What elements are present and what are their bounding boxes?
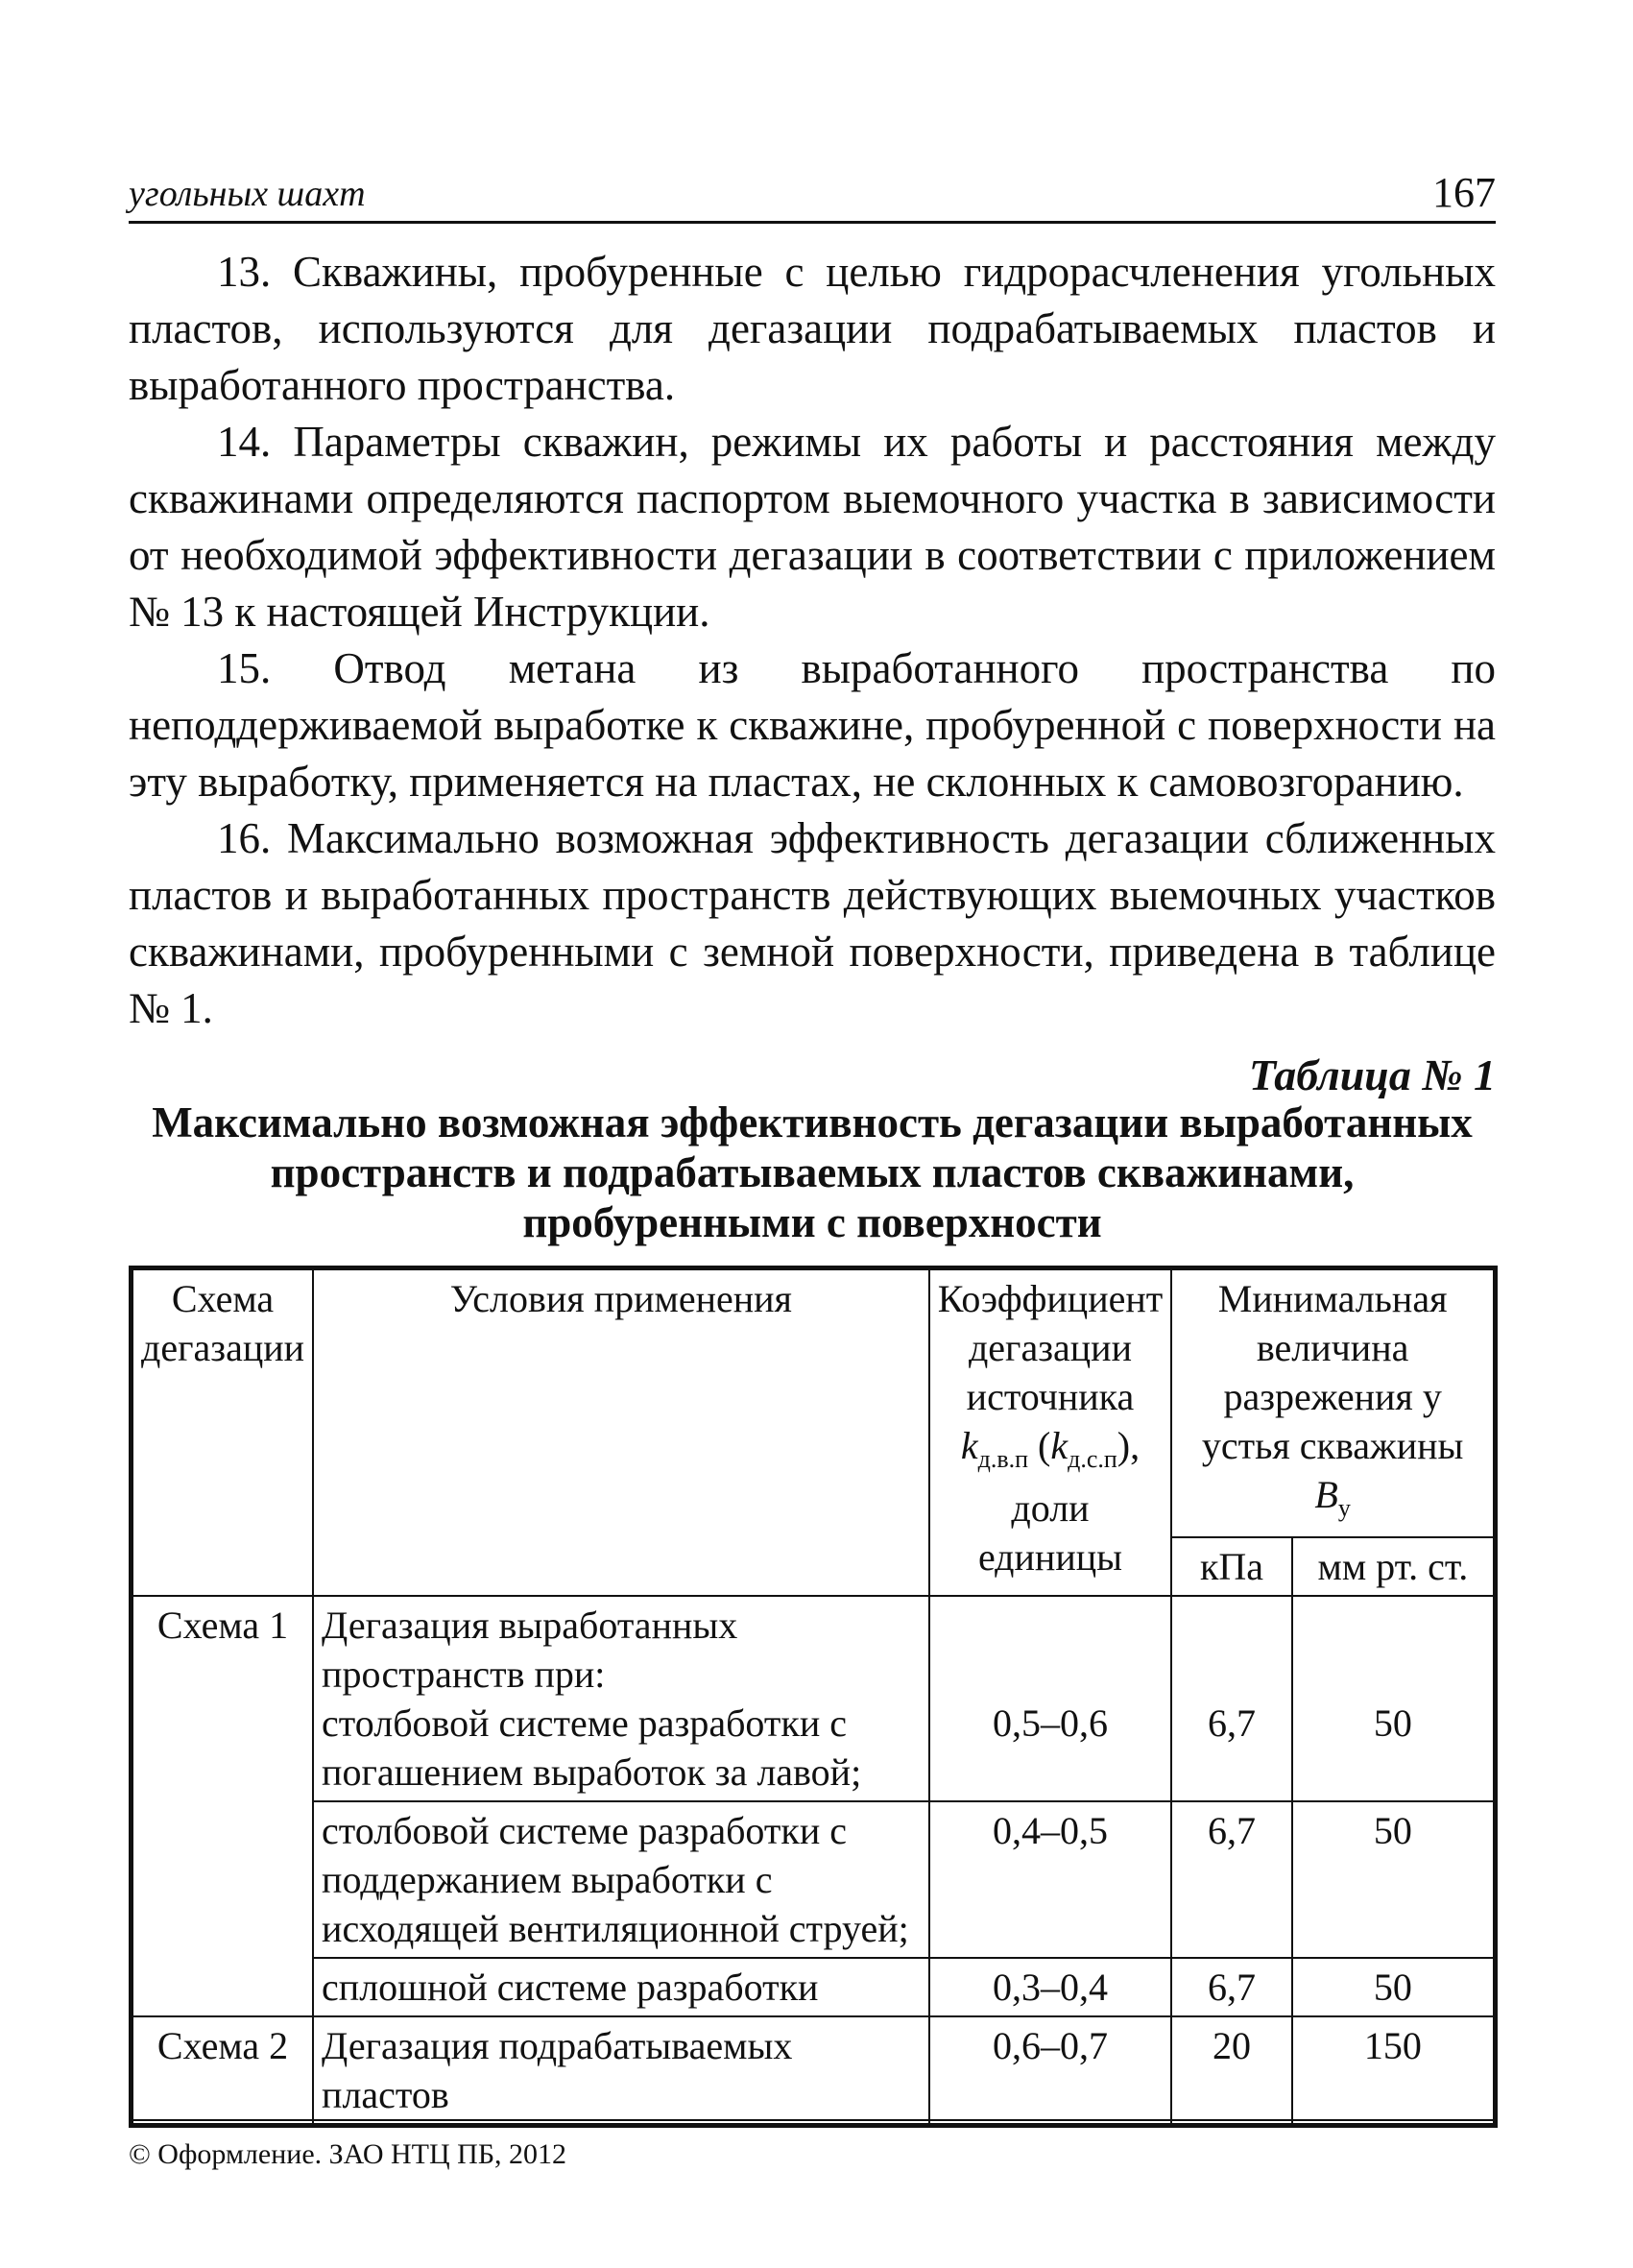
copyright-text: © Оформление. ЗАО НТЦ ПБ, 2012 xyxy=(129,2138,567,2170)
table-row xyxy=(132,2016,1496,2126)
coef-value: 0,4–0,5 xyxy=(929,1801,1172,1958)
table-row xyxy=(132,1596,1496,1801)
table-header-row xyxy=(132,1268,1496,1538)
scheme-1-condition-3: сплошной системе разработки xyxy=(313,1958,929,2016)
running-header-section: угольных шахт xyxy=(129,174,366,214)
table-row xyxy=(132,1801,1496,1958)
mm-value: 150 xyxy=(1292,2016,1496,2126)
coef-value: 0,5–0,6 xyxy=(992,1701,1108,1745)
table-number: Таблица № 1 xyxy=(1248,1050,1496,1099)
coef-cell xyxy=(929,1596,1172,1801)
table-row xyxy=(132,1958,1496,2016)
paragraph-15: 15. Отвод метана из выработанного пространства по неподдерживаемой выработке к скважине, пробуренной с поверхности на эту выработку, применяется на пластах, не склонных к самовозгоранию. xyxy=(129,644,1496,806)
kpa-value: 6,7 xyxy=(1171,1958,1292,2016)
body-text xyxy=(129,244,1496,1037)
header-coefficient: Коэффициент дегазации источника $k_{д.в.п}$ $(k_{д.с.п})$, доли единицы xyxy=(929,1268,1172,1597)
vacuum-symbol: B xyxy=(1314,1473,1338,1516)
paragraph-14: 14. Параметры скважин, режимы их работы и расстояния между скважинами определяются паспортом выемочного участка в зависимости от необходимой эффективности дегазации в соответствии с приложением № 13 к настоящей Инструкции. xyxy=(129,418,1496,636)
coef-value: 0,3–0,4 xyxy=(929,1958,1172,2016)
kpa-value: 6,7 xyxy=(1208,1701,1257,1745)
mm-value: 50 xyxy=(1292,1958,1496,2016)
page-number: 167 xyxy=(1432,169,1496,216)
degassing-table xyxy=(129,1266,1498,2128)
coef-k-symbol: k xyxy=(960,1424,978,1467)
header-coefficient-units: доли единицы xyxy=(977,1486,1123,1579)
condition-cell xyxy=(313,1596,929,1801)
mm-value: 50 xyxy=(1373,1701,1412,1745)
header-mmhg: мм рт. ст. xyxy=(1292,1537,1496,1596)
footer xyxy=(129,2119,1496,2171)
header-kpa: кПа xyxy=(1171,1537,1292,1596)
header-vacuum-text: Минимальная величина разрежения у устья скважины xyxy=(1201,1277,1464,1467)
table-title: Максимально возможная эффективность дегазации выработанных пространств и подрабатываемых пластов скважинами, пробуренными с поверхности xyxy=(152,1098,1473,1246)
header-vacuum xyxy=(1171,1268,1495,1538)
vacuum-symbol-sub: у xyxy=(1337,1494,1351,1522)
scheme-1-condition-1: столбовой системе разработки с погашением выработок за лавой; xyxy=(322,1701,862,1794)
scheme-2-cell: Схема 2 xyxy=(132,2016,314,2126)
kpa-value: 6,7 xyxy=(1171,1801,1292,1958)
scheme-1-cell: Схема 1 xyxy=(132,1596,314,2016)
mm-cell xyxy=(1292,1596,1496,1801)
coef-k-symbol-2: k xyxy=(1050,1424,1069,1467)
scheme-1-condition-2: столбовой системе разработки с поддержанием выработки с исходящей вентиляционной струей; xyxy=(313,1801,929,1958)
paragraph-13: 13. Скважины, пробуренные с целью гидрорасчленения угольных пластов, используются для дегазации подрабатываемых пластов и выработанного пространства. xyxy=(129,248,1496,409)
header-scheme: Схема дегазации xyxy=(132,1268,314,1597)
coef-value: 0,6–0,7 xyxy=(929,2016,1172,2126)
mm-value: 50 xyxy=(1292,1801,1496,1958)
header-coefficient-text: Коэффициент дегазации источника xyxy=(937,1277,1164,1418)
kpa-cell xyxy=(1171,1596,1292,1801)
kpa-value: 20 xyxy=(1171,2016,1292,2126)
coef-k-sub-2: д.с.п xyxy=(1068,1445,1117,1473)
paragraph-16: 16. Максимально возможная эффективность дегазации сближенных пластов и выработанных пространств действующих выемочных участков скважинами, пробуренными с земной поверхности, приведена в таблице № 1. xyxy=(129,814,1496,1032)
header-conditions: Условия применения xyxy=(313,1268,929,1597)
scheme-1-intro: Дегазация выработанных пространств при: xyxy=(322,1604,738,1696)
coef-k-sub-1: д.в.п xyxy=(977,1445,1029,1473)
scheme-2-condition: Дегазация подрабатываемых пластов xyxy=(313,2016,929,2126)
running-header xyxy=(129,171,1496,224)
